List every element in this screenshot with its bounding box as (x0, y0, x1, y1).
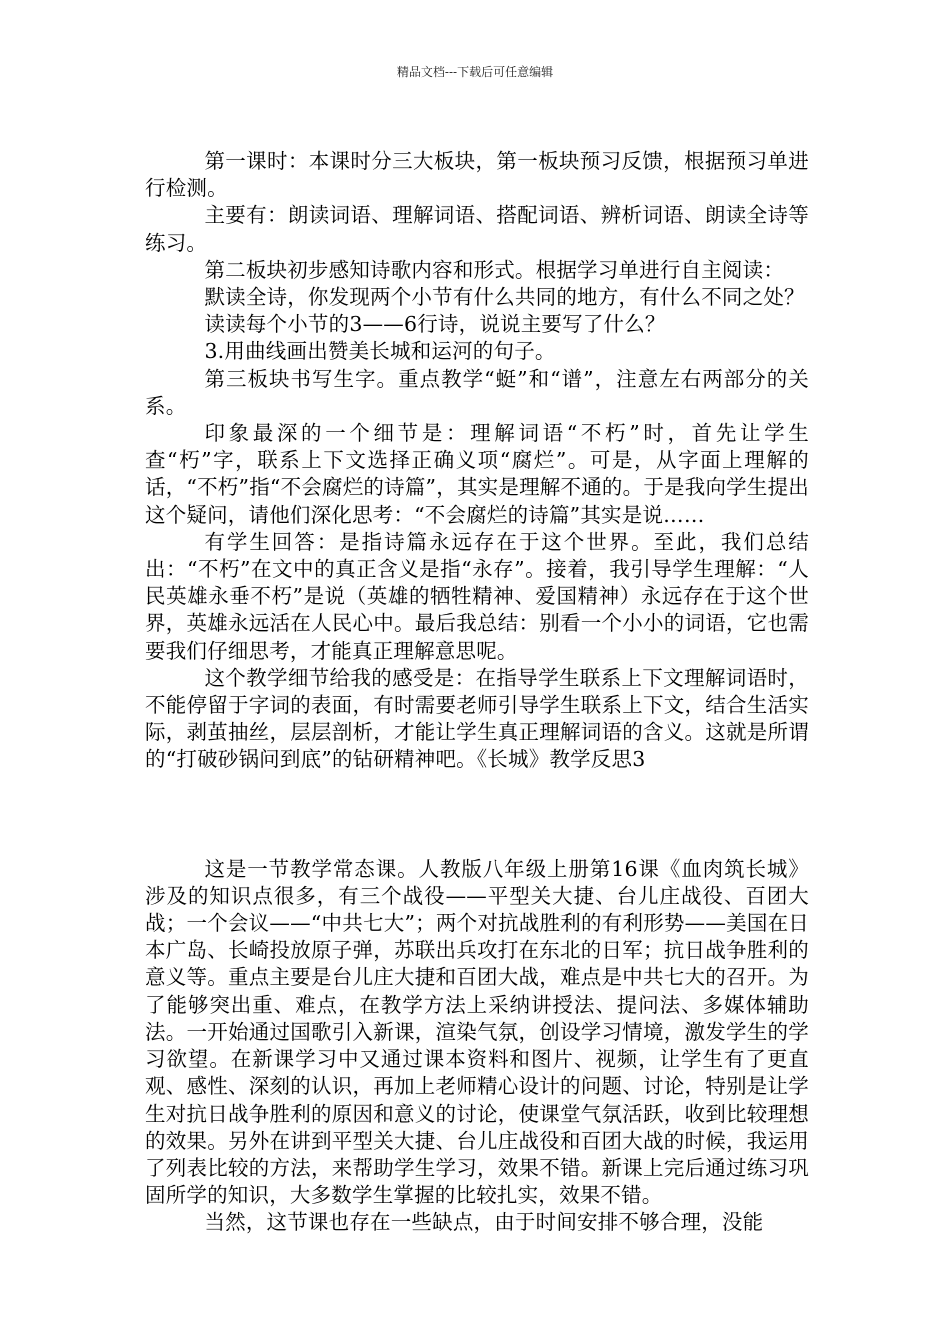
section-gap (145, 774, 809, 856)
page-header: 精品文档---下载后可任意编辑 (396, 65, 554, 79)
paragraph: 这是一节教学常态课。人教版八年级上册第16课《血肉筑长城》涉及的知识点很多，有三个战役——平型关大捷、台儿庄战役、百团大战；一个会议——“中共七大”；两个对抗战胜利的有利形势——美国在日本广岛、长崎投放原子弹，苏联出兵攻打在东北的日军；抗日战争胜利的意义等。重点主要是台儿庄大捷和百团大战，难点是中共七大的召开。为了能够突出重、难点，在教学方法上采纳讲授法、提问法、多媒体辅助法。一开始通过国歌引入新课，渲染气氛，创设学习情境，激发学生的学习欲望。在新课学习中又通过课本资料和图片、视频，让学生有了更直观、感性、深刻的认识，再加上老师精心设计的问题、讨论，特别是让学生对抗日战争胜利的原因和意义的讨论，使课堂气氛活跃，收到比较理想的效果。另外在讲到平型关大捷、台儿庄战役和百团大战的时候，我运用了列表比较的方法，来帮助学生学习，效果不错。新课上完后通过练习巩固所学的知识，大多数学生掌握的比较扎实，效果不错。 (145, 856, 809, 1208)
paragraph: 第二板块初步感知诗歌内容和形式。根据学习单进行自主阅读： (204, 257, 785, 282)
paragraph: 默读全诗，你发现两个小节有什么共同的地方，有什么不同之处？ (204, 285, 805, 310)
paragraph: 印象最深的一个细节是：理解词语“不朽”时，首先让学生查“朽”字，联系上下文选择正确义项“腐烂”。可是，从字面上理解的话，“不朽”指“不会腐烂的诗篇”，其实是理解不通的。于是我向学生提出这个疑问，请他们深化思考：“不会腐烂的诗篇”其实是说…… (145, 421, 809, 527)
paragraph: 第三板块书写生字。重点教学“蜓”和“谱”，注意左右两部分的关系。 (145, 366, 809, 418)
paragraph: 读读每个小节的3——6行诗，说说主要写了什么？ (204, 312, 666, 337)
paragraph: 当然，这节课也存在一些缺点，由于时间安排不够合理，没能 (204, 1210, 764, 1235)
paragraph: 这个教学细节给我的感受是：在指导学生联系上下文理解词语时，不能停留于字词的表面，有时需要老师引导学生联系上下文，结合生活实际，剥茧抽丝，层层剖析，才能让学生真正理解词语的含义。这就是所谓的“打破砂锅问到底”的钻研精神吧。《长城》教学反思3 (145, 665, 809, 772)
paragraph: 3.用曲线画出赞美长城和运河的句子。 (204, 339, 556, 364)
paragraph: 第一课时：本课时分三大板块，第一板块预习反馈，根据预习单进行检测。 (145, 149, 809, 201)
paragraph: 主要有：朗读词语、理解词语、搭配词语、辨析词语、朗读全诗等练习。 (145, 203, 809, 255)
document-body (145, 148, 809, 1237)
paragraph: 有学生回答：是指诗篇永远存在于这个世界。至此，我们总结出：“不朽”在文中的真正含义是指“永存”。接着，我引导学生理解：“人民英雄永垂不朽”是说（英雄的牺牲精神、爱国精神）永远存在于这个世界，英雄永远活在人民心中。最后我总结：别看一个小小的词语，它也需要我们仔细思考，才能真正理解意思呢。 (145, 529, 809, 663)
